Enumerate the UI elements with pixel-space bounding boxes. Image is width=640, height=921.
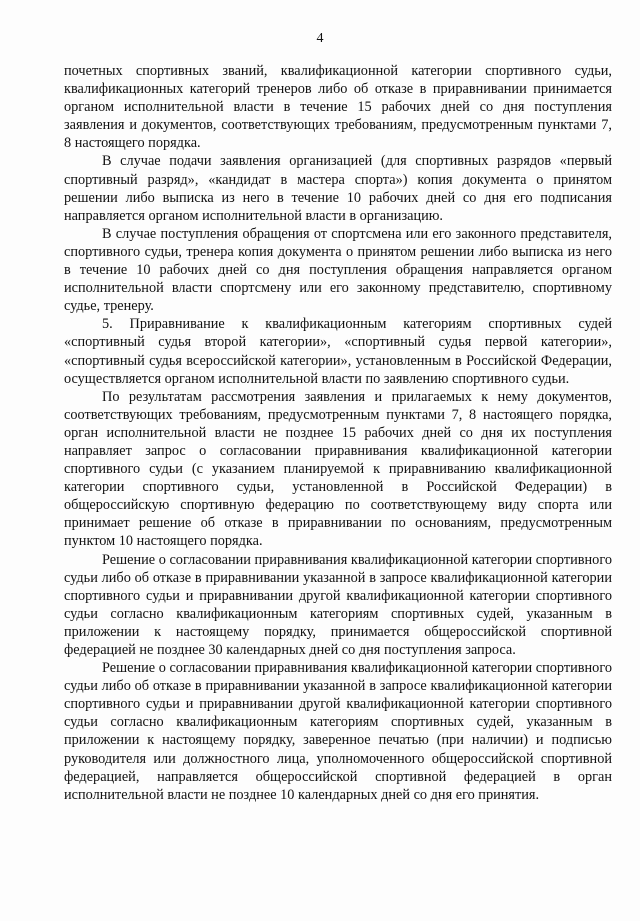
paragraph-decision-certified: Решение о согласовании приравнивания квалификационной категории спортивного судьи либо об отказе в приравнивании указанной в запросе квалификационной категории спортивного судьи и приравнивании другой квалификационной категории спортивного судьи согласно квалификационным категориям спортивных судей, указанным в приложении к настоящему порядку, заверенное печатью (при наличии) и подписью руководителя или должностного лица, уполномоченного общероссийской спортивной федерацией, направляется общероссийской спортивной федерацией в орган исполнительной власти не позднее 10 календарных дней со дня его принятия. — [64, 660, 612, 803]
paragraph-organization-application: В случае подачи заявления организацией (для спортивных разрядов «первый спортивный разряд», «кандидат в мастера спорта») копия документа о принятом решении либо выписка из него в течение 10 рабочих дней со дня его подписания направляется органом исполнительной власти в организацию. — [64, 153, 612, 224]
page-number: 4 — [316, 31, 324, 46]
paragraph-review-results: По результатам рассмотрения заявления и прилагаемых к нему документов, соответствующих требованиям, предусмотренным пунктами 7, 8 настоящего порядка, орган исполнительной власти не позднее 15 рабочих дней со дня их поступления направляет запрос о согласовании приравнивания квалификационной категории спортивного судьи (с указанием планируемой к приравниванию квалификационной категории спортивного судьи, установленной в Российской Федерации) в общероссийскую спортивную федерацию по соответствующему виду спорта или принимает решение об отказе в приравнивании по основаниям, предусмотренным пунктом 10 настоящего порядка. — [64, 388, 612, 550]
paragraph-continuation: почетных спортивных званий, квалификационной категории спортивного судьи, квалификационных категорий тренеров либо об отказе в приравнивании принимается органом исполнительной власти в течение 15 рабочих дней со дня поступления заявления и документов, соответствующих требованиям, предусмотренным пунктами 7, 8 настоящего порядка. — [64, 63, 612, 152]
paragraph-federation-decision: Решение о согласовании приравнивания квалификационной категории спортивного судьи либо об отказе в приравнивании указанной в запросе квалификационной категории спортивного судьи и приравнивании другой квалификационной категории спортивного судьи согласно квалификационным категориям спортивных судей, указанным в приложении к настоящему порядку, принимается общероссийской спортивной федерацией не позднее 30 календарных дней со дня поступления запроса. — [64, 551, 612, 658]
paragraph-athlete-application: В случае поступления обращения от спортсмена или его законного представителя, спортивного судьи, тренера копия документа о принятом решении либо выписка из него в течение 10 рабочих дней со дня поступления обращения направляется органом исполнительной власти спортсмену или его законному представителю, спортивному судье, тренеру. — [64, 225, 612, 315]
paragraph-clause-5: 5. Приравнивание к квалификационным категориям спортивных судей «спортивный судья второй категории», «спортивный судья первой категории», «спортивный судья всероссийской категории», установленным в Российской Федерации, осуществляется органом исполнительной власти по заявлению спортивного судьи. — [64, 316, 612, 387]
document-body — [64, 62, 612, 804]
